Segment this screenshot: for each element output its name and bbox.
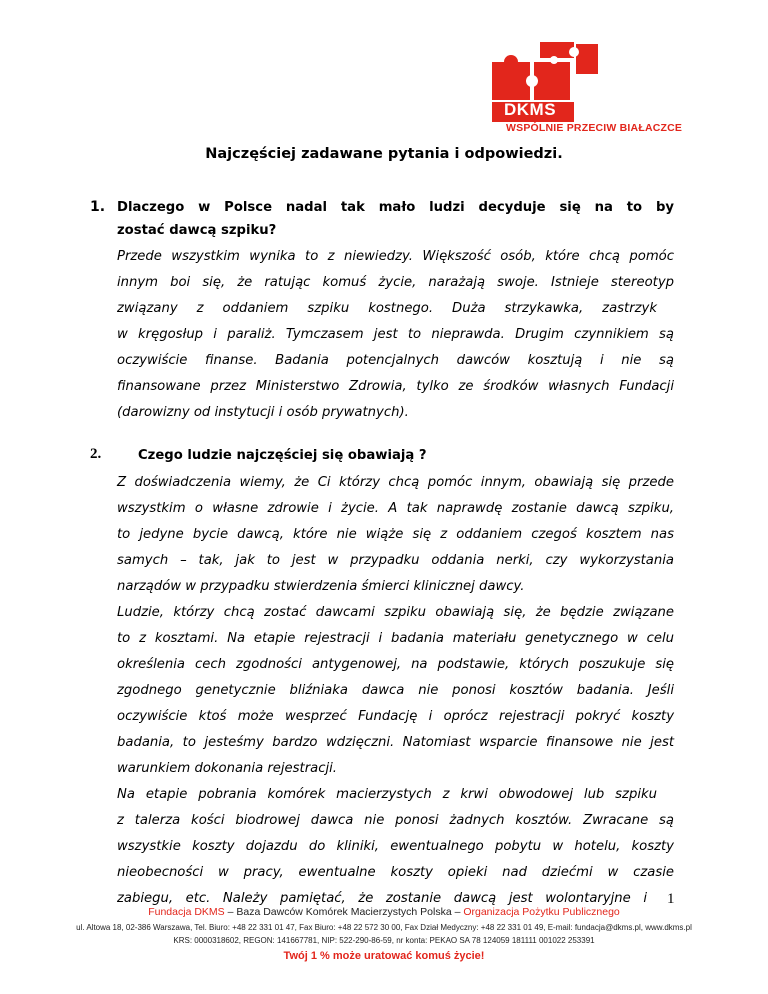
- answer-line: związany z oddaniem szpiku kostnego. Duża strzykawka, zastrzyk: [117, 301, 657, 316]
- footer-slogan: Twój 1 % może uratować komuś życie!: [283, 950, 485, 962]
- answer-line: Ludzie, którzy chcą zostać dawcami szpiku obawiają się, że będzie związane: [117, 605, 674, 620]
- answer-line: Na etapie pobrania komórek macierzystych z krwi obwodowej lub szpiku: [117, 787, 657, 802]
- question-text: zostać dawcą szpiku?: [117, 223, 277, 238]
- answer-line: finansowane przez Ministerstwo Zdrowia, tylko ze środków własnych Fundacji: [117, 379, 674, 394]
- answer-line: z talerza kości biodrowej dawca nie ponosi żadnych kosztów. Zwracane są: [117, 813, 674, 828]
- logo-brand-text: DKMS: [504, 100, 557, 119]
- answer-line: innym boi się, że ratując komuś życie, narażają swoje. Istnieje stereotyp: [117, 275, 674, 290]
- answer-line: w kręgosłup i paraliż. Tymczasem jest to nieprawda. Drugim czynnikiem są: [117, 327, 674, 342]
- footer-registration: KRS: 0000318602, REGON: 141667781, NIP: 522-290-86-59, nr konta: PEKAO SA 78 124059 181111 001022 253391: [173, 936, 595, 945]
- logo-tagline: WSPÓLNIE PRZECIW BIAŁACZCE: [506, 122, 683, 134]
- footer-org-status: Organizacja Pożytku Publicznego: [463, 906, 620, 918]
- answer-line: określenia cech zgodności antygenowej, na podstawie, których poszukuje się: [117, 657, 674, 672]
- page-number: 1: [667, 891, 675, 907]
- answer-line: zgodnego genetycznie bliźniaka dawca nie ponosi kosztów badania. Jeśli: [117, 683, 674, 698]
- page-title: Najczęściej zadawane pytania i odpowiedzi.: [205, 146, 563, 162]
- footer-organization: [0, 906, 768, 918]
- answer-line: wszystkie koszty dojazdu do kliniki, ewentualnego pobytu w hotelu, koszty: [117, 839, 674, 854]
- question-text: Dlaczego w Polsce nadal tak mało ludzi decyduje się na to by: [117, 200, 674, 215]
- question-text: Czego ludzie najczęściej się obawiają ?: [138, 448, 427, 463]
- answer-line: narządów w przypadku stwierdzenia śmierci klinicznej dawcy.: [117, 579, 525, 594]
- answer-line: warunkiem dokonania rejestracji.: [117, 761, 337, 776]
- answer-line: zabiegu, etc. Należy pamiętać, że zostanie dawcą jest wolontaryjne i: [117, 891, 647, 906]
- answer-line: wszystkim o własne zdrowie i życie. A tak naprawdę zostanie dawcą szpiku,: [117, 501, 674, 516]
- answer-line: oczywiście ktoś może wesprzeć Fundację i oprócz rejestracji pokryć koszty: [117, 709, 674, 724]
- answer-line: samych – tak, jak to jest w przypadku oddania nerki, czy wykorzystania: [117, 553, 674, 568]
- footer-org-name: Fundacja DKMS: [148, 906, 225, 918]
- answer-line: Z doświadczenia wiemy, że Ci którzy chcą pomóc innym, obawiają się przede: [117, 475, 674, 490]
- footer-org-desc: – Baza Dawców Komórek Macierzystych Polska –: [224, 906, 464, 918]
- answer-line: badania, to jesteśmy bardzo wdzięczni. Natomiast wsparcie finansowe nie jest: [117, 735, 674, 750]
- footer-contact: ul. Altowa 18, 02-386 Warszawa, Tel. Biuro: +48 22 331 01 47, Fax Biuro: +48 22 572 30 00, Fax Dział Medyczny: +48 22 331 01 49, E-mail: fundacja@dkms.pl, www.dkms.pl: [76, 923, 692, 932]
- question-number: 2.: [90, 446, 102, 462]
- answer-line: to jedyne bycie dawcą, które nie wiąże się z oddaniem czegoś kosztem nas: [117, 527, 674, 542]
- answer-line: to z kosztami. Na etapie rejestracji i badania materiału genetycznego w celu: [117, 631, 674, 646]
- answer-line: Przede wszystkim wynika to z niewiedzy. Większość osób, które chcą pomóc: [117, 249, 674, 264]
- answer-line: (darowizny od instytucji i osób prywatnych).: [117, 405, 409, 420]
- answer-line: oczywiście finanse. Badania potencjalnych dawców kosztują i nie są: [117, 353, 674, 368]
- answer-line: nieobecności w pracy, ewentualne koszty opieki nad dziećmi w czasie: [117, 865, 674, 880]
- question-number: 1.: [90, 199, 106, 215]
